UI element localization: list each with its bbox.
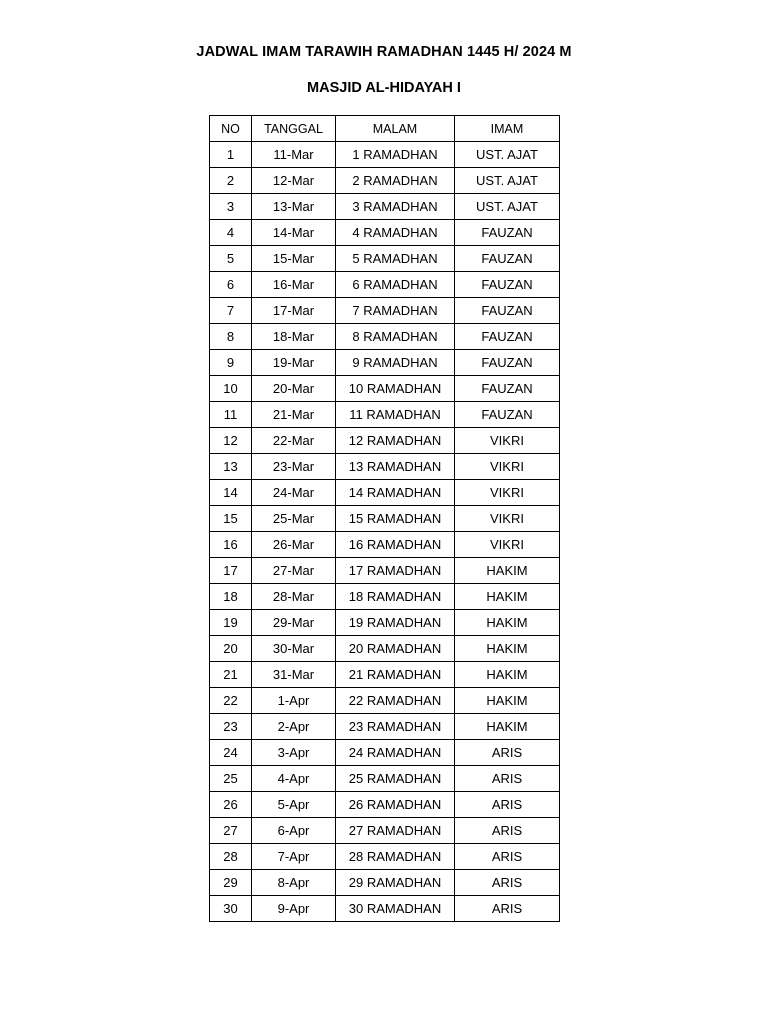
cell-no: 25 bbox=[210, 766, 252, 792]
table-row bbox=[210, 246, 560, 272]
cell-malam: 19 RAMADHAN bbox=[336, 610, 455, 636]
cell-malam: 11 RAMADHAN bbox=[336, 402, 455, 428]
cell-no: 15 bbox=[210, 506, 252, 532]
cell-imam: FAUZAN bbox=[455, 350, 560, 376]
cell-no: 12 bbox=[210, 428, 252, 454]
header-malam: MALAM bbox=[336, 116, 455, 142]
table-row bbox=[210, 896, 560, 922]
cell-malam: 15 RAMADHAN bbox=[336, 506, 455, 532]
cell-malam: 3 RAMADHAN bbox=[336, 194, 455, 220]
cell-tanggal: 5-Apr bbox=[252, 792, 336, 818]
cell-no: 23 bbox=[210, 714, 252, 740]
cell-malam: 18 RAMADHAN bbox=[336, 584, 455, 610]
cell-tanggal: 17-Mar bbox=[252, 298, 336, 324]
cell-malam: 12 RAMADHAN bbox=[336, 428, 455, 454]
table-row bbox=[210, 220, 560, 246]
table-row bbox=[210, 584, 560, 610]
cell-malam: 2 RAMADHAN bbox=[336, 168, 455, 194]
cell-no: 14 bbox=[210, 480, 252, 506]
cell-no: 9 bbox=[210, 350, 252, 376]
cell-imam: HAKIM bbox=[455, 558, 560, 584]
cell-tanggal: 25-Mar bbox=[252, 506, 336, 532]
cell-no: 16 bbox=[210, 532, 252, 558]
cell-malam: 22 RAMADHAN bbox=[336, 688, 455, 714]
cell-tanggal: 24-Mar bbox=[252, 480, 336, 506]
table-row bbox=[210, 766, 560, 792]
cell-no: 27 bbox=[210, 818, 252, 844]
header-no: NO bbox=[210, 116, 252, 142]
cell-malam: 20 RAMADHAN bbox=[336, 636, 455, 662]
cell-imam: HAKIM bbox=[455, 636, 560, 662]
cell-tanggal: 29-Mar bbox=[252, 610, 336, 636]
cell-tanggal: 12-Mar bbox=[252, 168, 336, 194]
cell-tanggal: 9-Apr bbox=[252, 896, 336, 922]
cell-no: 3 bbox=[210, 194, 252, 220]
imam-schedule-table bbox=[209, 115, 560, 922]
cell-no: 17 bbox=[210, 558, 252, 584]
cell-tanggal: 26-Mar bbox=[252, 532, 336, 558]
cell-tanggal: 3-Apr bbox=[252, 740, 336, 766]
cell-malam: 26 RAMADHAN bbox=[336, 792, 455, 818]
cell-imam: ARIS bbox=[455, 740, 560, 766]
table-row bbox=[210, 506, 560, 532]
cell-tanggal: 16-Mar bbox=[252, 272, 336, 298]
cell-tanggal: 23-Mar bbox=[252, 454, 336, 480]
cell-tanggal: 11-Mar bbox=[252, 142, 336, 168]
cell-imam: FAUZAN bbox=[455, 272, 560, 298]
cell-tanggal: 6-Apr bbox=[252, 818, 336, 844]
cell-no: 11 bbox=[210, 402, 252, 428]
cell-imam: HAKIM bbox=[455, 662, 560, 688]
cell-tanggal: 20-Mar bbox=[252, 376, 336, 402]
table-row bbox=[210, 870, 560, 896]
table-row bbox=[210, 610, 560, 636]
page-subtitle: MASJID AL-HIDAYAH I bbox=[307, 80, 461, 96]
table-row bbox=[210, 688, 560, 714]
cell-imam: ARIS bbox=[455, 792, 560, 818]
table-row bbox=[210, 714, 560, 740]
cell-no: 5 bbox=[210, 246, 252, 272]
cell-malam: 30 RAMADHAN bbox=[336, 896, 455, 922]
table-row bbox=[210, 454, 560, 480]
cell-imam: ARIS bbox=[455, 896, 560, 922]
cell-no: 24 bbox=[210, 740, 252, 766]
cell-imam: VIKRI bbox=[455, 428, 560, 454]
cell-no: 26 bbox=[210, 792, 252, 818]
cell-malam: 27 RAMADHAN bbox=[336, 818, 455, 844]
cell-tanggal: 8-Apr bbox=[252, 870, 336, 896]
cell-tanggal: 13-Mar bbox=[252, 194, 336, 220]
cell-tanggal: 31-Mar bbox=[252, 662, 336, 688]
cell-imam: FAUZAN bbox=[455, 376, 560, 402]
cell-malam: 24 RAMADHAN bbox=[336, 740, 455, 766]
cell-tanggal: 14-Mar bbox=[252, 220, 336, 246]
cell-imam: HAKIM bbox=[455, 688, 560, 714]
cell-imam: UST. AJAT bbox=[455, 194, 560, 220]
table-row bbox=[210, 194, 560, 220]
cell-no: 2 bbox=[210, 168, 252, 194]
cell-no: 19 bbox=[210, 610, 252, 636]
table-row bbox=[210, 480, 560, 506]
cell-malam: 6 RAMADHAN bbox=[336, 272, 455, 298]
cell-tanggal: 28-Mar bbox=[252, 584, 336, 610]
cell-malam: 10 RAMADHAN bbox=[336, 376, 455, 402]
cell-malam: 7 RAMADHAN bbox=[336, 298, 455, 324]
table-row bbox=[210, 350, 560, 376]
table-row bbox=[210, 662, 560, 688]
cell-malam: 23 RAMADHAN bbox=[336, 714, 455, 740]
table-row bbox=[210, 376, 560, 402]
page-title: JADWAL IMAM TARAWIH RAMADHAN 1445 H/ 2024 M bbox=[196, 44, 572, 60]
cell-tanggal: 22-Mar bbox=[252, 428, 336, 454]
table-header-row bbox=[210, 116, 560, 142]
cell-imam: UST. AJAT bbox=[455, 168, 560, 194]
cell-no: 4 bbox=[210, 220, 252, 246]
cell-no: 29 bbox=[210, 870, 252, 896]
cell-imam: ARIS bbox=[455, 870, 560, 896]
cell-no: 20 bbox=[210, 636, 252, 662]
cell-imam: HAKIM bbox=[455, 610, 560, 636]
cell-imam: ARIS bbox=[455, 818, 560, 844]
table-row bbox=[210, 168, 560, 194]
cell-no: 28 bbox=[210, 844, 252, 870]
cell-tanggal: 21-Mar bbox=[252, 402, 336, 428]
cell-imam: FAUZAN bbox=[455, 324, 560, 350]
cell-tanggal: 15-Mar bbox=[252, 246, 336, 272]
table-row bbox=[210, 532, 560, 558]
cell-imam: FAUZAN bbox=[455, 298, 560, 324]
table-row bbox=[210, 818, 560, 844]
cell-tanggal: 30-Mar bbox=[252, 636, 336, 662]
cell-tanggal: 18-Mar bbox=[252, 324, 336, 350]
table-body bbox=[210, 142, 560, 922]
table-row bbox=[210, 428, 560, 454]
table-row bbox=[210, 402, 560, 428]
cell-no: 1 bbox=[210, 142, 252, 168]
cell-no: 8 bbox=[210, 324, 252, 350]
cell-imam: VIKRI bbox=[455, 532, 560, 558]
cell-no: 10 bbox=[210, 376, 252, 402]
cell-malam: 17 RAMADHAN bbox=[336, 558, 455, 584]
cell-malam: 1 RAMADHAN bbox=[336, 142, 455, 168]
cell-malam: 25 RAMADHAN bbox=[336, 766, 455, 792]
table-row bbox=[210, 844, 560, 870]
table-row bbox=[210, 740, 560, 766]
cell-no: 21 bbox=[210, 662, 252, 688]
cell-malam: 9 RAMADHAN bbox=[336, 350, 455, 376]
cell-imam: HAKIM bbox=[455, 714, 560, 740]
cell-malam: 21 RAMADHAN bbox=[336, 662, 455, 688]
table-row bbox=[210, 324, 560, 350]
cell-imam: VIKRI bbox=[455, 506, 560, 532]
cell-tanggal: 2-Apr bbox=[252, 714, 336, 740]
cell-tanggal: 7-Apr bbox=[252, 844, 336, 870]
cell-malam: 29 RAMADHAN bbox=[336, 870, 455, 896]
table-row bbox=[210, 272, 560, 298]
cell-imam: FAUZAN bbox=[455, 402, 560, 428]
cell-malam: 8 RAMADHAN bbox=[336, 324, 455, 350]
cell-no: 22 bbox=[210, 688, 252, 714]
cell-malam: 16 RAMADHAN bbox=[336, 532, 455, 558]
cell-malam: 13 RAMADHAN bbox=[336, 454, 455, 480]
cell-no: 30 bbox=[210, 896, 252, 922]
cell-no: 18 bbox=[210, 584, 252, 610]
cell-no: 7 bbox=[210, 298, 252, 324]
cell-tanggal: 19-Mar bbox=[252, 350, 336, 376]
table-row bbox=[210, 298, 560, 324]
header-tanggal: TANGGAL bbox=[252, 116, 336, 142]
cell-imam: VIKRI bbox=[455, 480, 560, 506]
cell-imam: ARIS bbox=[455, 844, 560, 870]
cell-no: 6 bbox=[210, 272, 252, 298]
cell-malam: 14 RAMADHAN bbox=[336, 480, 455, 506]
cell-tanggal: 1-Apr bbox=[252, 688, 336, 714]
cell-imam: UST. AJAT bbox=[455, 142, 560, 168]
cell-tanggal: 27-Mar bbox=[252, 558, 336, 584]
table-row bbox=[210, 142, 560, 168]
cell-imam: ARIS bbox=[455, 766, 560, 792]
cell-imam: FAUZAN bbox=[455, 246, 560, 272]
cell-malam: 4 RAMADHAN bbox=[336, 220, 455, 246]
header-imam: IMAM bbox=[455, 116, 560, 142]
table-row bbox=[210, 558, 560, 584]
cell-tanggal: 4-Apr bbox=[252, 766, 336, 792]
cell-imam: FAUZAN bbox=[455, 220, 560, 246]
cell-malam: 28 RAMADHAN bbox=[336, 844, 455, 870]
cell-imam: VIKRI bbox=[455, 454, 560, 480]
table-row bbox=[210, 636, 560, 662]
table-row bbox=[210, 792, 560, 818]
cell-no: 13 bbox=[210, 454, 252, 480]
cell-malam: 5 RAMADHAN bbox=[336, 246, 455, 272]
cell-imam: HAKIM bbox=[455, 584, 560, 610]
